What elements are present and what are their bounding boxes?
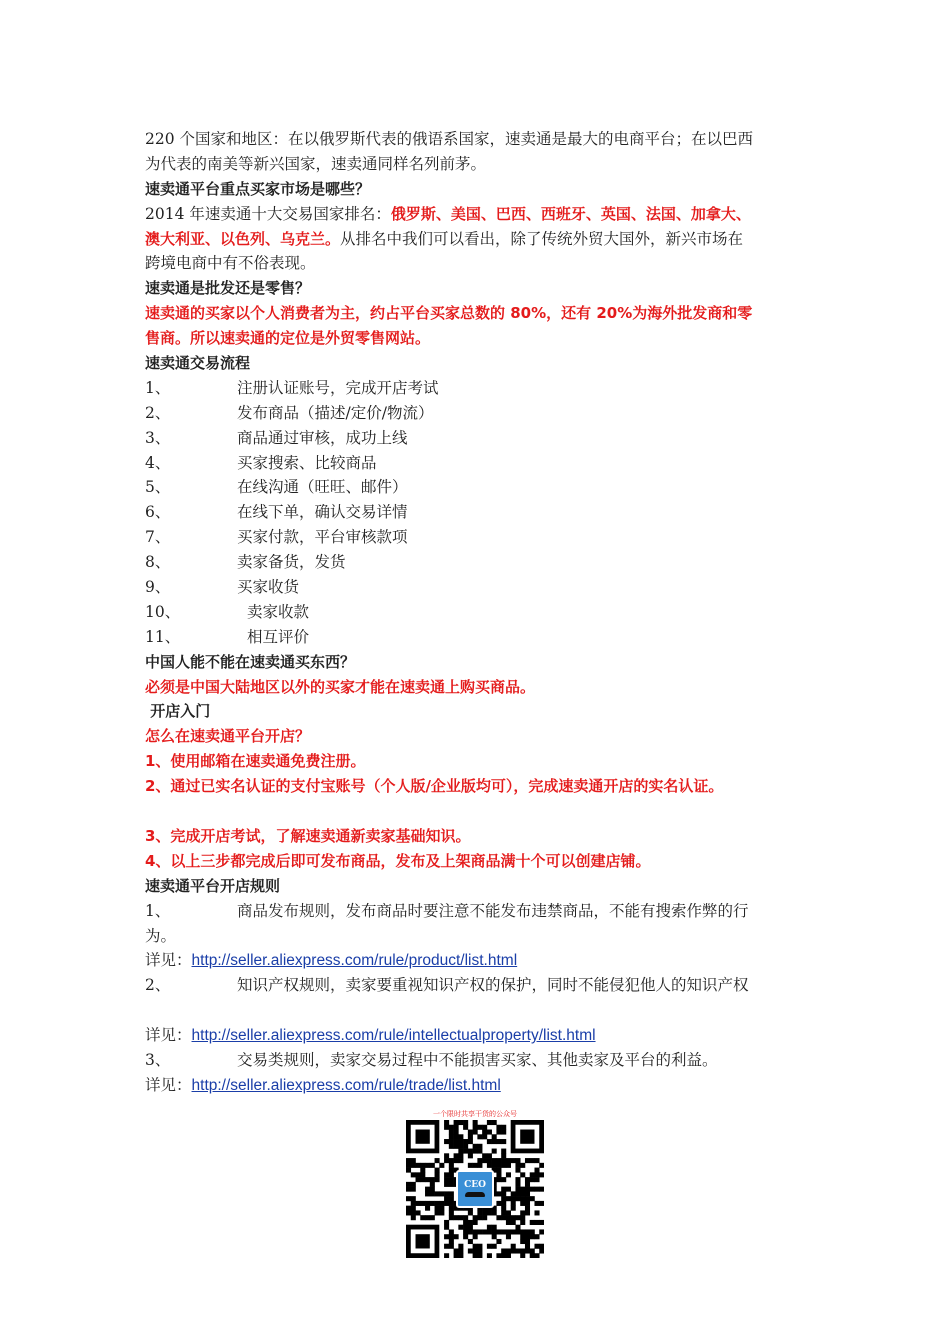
rule-number: 3、 (145, 1050, 171, 1069)
flow-step (145, 500, 815, 525)
step-text: 在线沟通（旺旺、邮件） (237, 478, 408, 497)
rule-link-line (145, 948, 815, 973)
section-heading-markets: 速卖通平台重点买家市场是哪些？ (145, 179, 371, 198)
ceo-logo-text: CEO (464, 1180, 486, 1190)
step-number: 6、 (145, 503, 171, 522)
text-line (145, 227, 815, 252)
mustache-icon (465, 1192, 485, 1197)
rule-item (145, 1048, 815, 1073)
text-highlight-line: 售商。所以速卖通的定位是外贸零售网站。 (145, 329, 431, 348)
open-step: 2、通过已实名认证的支付宝账号（个人版/企业版均可），完成速卖通开店的实名认证。 (145, 777, 724, 796)
step-text: 卖家备货，发货 (237, 553, 346, 572)
text-line: 跨境电商中有不俗表现。 (145, 254, 316, 273)
step-number: 9、 (145, 578, 171, 597)
section-heading-rules: 速卖通平台开店规则 (145, 876, 281, 895)
section-heading-open-intro: 开店入门 (145, 702, 211, 721)
text-line: 220 个国家和地区：在以俄罗斯代表的俄语系国家，速卖通是最大的电商平台；在以巴西 (145, 130, 754, 148)
see-label: 详见： (145, 1026, 192, 1045)
rule-item (145, 899, 815, 924)
rule-link[interactable]: http://seller.aliexpress.com/rule/trade/list.html (191, 1076, 501, 1094)
open-step: 1、使用邮箱在速卖通免费注册。 (145, 752, 366, 771)
step-text: 买家付款，平台审核款项 (237, 528, 408, 547)
step-text: 注册认证账号，完成开店考试 (237, 378, 439, 397)
step-number: 5、 (145, 478, 171, 497)
step-number: 11、 (145, 627, 181, 646)
flow-step (145, 575, 815, 600)
qr-caption: 一个限时共享干货的公众号 (433, 1110, 517, 1118)
rule-link-line (145, 1073, 815, 1098)
flow-step (145, 525, 815, 550)
text-line (145, 202, 815, 227)
step-text: 卖家收款 (247, 602, 310, 621)
flow-step (145, 426, 815, 451)
rule-link[interactable]: http://seller.aliexpress.com/rule/product/list.html (191, 952, 518, 970)
blank-line (145, 799, 815, 824)
step-text: 发布商品（描述/定价/物流） (237, 403, 434, 422)
rule-text: 知识产权规则，卖家要重视知识产权的保护，同时不能侵犯他人的知识产权 (237, 976, 749, 995)
flow-step (145, 625, 815, 650)
flow-step (145, 401, 815, 426)
text-line: 为代表的南美等新兴国家，速卖通同样名列前茅。 (145, 154, 487, 173)
rule-link[interactable]: http://seller.aliexpress.com/rule/intellectualproperty/list.html (191, 1027, 596, 1045)
flow-step (145, 550, 815, 575)
step-text: 买家收货 (237, 578, 300, 597)
step-number: 1、 (145, 378, 171, 397)
flow-step (145, 475, 815, 500)
step-text: 商品通过审核，成功上线 (237, 428, 408, 447)
step-number: 10、 (145, 602, 181, 621)
text-highlight: 澳大利亚、以色列、乌克兰。 (145, 229, 341, 248)
step-number: 3、 (145, 428, 171, 447)
text-plain: 从排名中我们可以看出，除了传统外贸大国外，新兴市场在 (340, 229, 744, 248)
rule-number: 1、 (145, 901, 171, 920)
ceo-logo (456, 1170, 494, 1208)
rule-number: 2、 (145, 976, 171, 995)
step-number: 2、 (145, 403, 171, 422)
section-heading-flow: 速卖通交易流程 (145, 354, 251, 373)
rule-continuation: 为。 (145, 926, 177, 945)
flow-step (145, 451, 815, 476)
see-label: 详见： (145, 1075, 192, 1094)
text-highlight-line: 速卖通的买家以个人消费者为主，约占平台买家总数的 80%，还有 20%为海外批发商和零 (145, 304, 753, 323)
rule-text: 交易类规则，卖家交易过程中不能损害买家、其他卖家及平台的利益。 (237, 1050, 718, 1069)
step-number: 8、 (145, 553, 171, 572)
flow-step (145, 376, 815, 401)
section-heading-china: 中国人能不能在速卖通买东西？ (145, 652, 356, 671)
flow-step (145, 600, 815, 625)
text-plain: 2014 年速卖通十大交易国家排名： (145, 204, 391, 223)
see-label: 详见： (145, 951, 192, 970)
step-text: 相互评价 (247, 627, 310, 646)
rule-text: 商品发布规则，发布商品时要注意不能发布违禁商品，不能有搜索作弊的行 (237, 901, 749, 920)
step-text: 在线下单，确认交易详情 (237, 503, 408, 522)
open-step: 4、以上三步都完成后即可发布商品，发布及上架商品满十个可以创建店铺。 (145, 851, 651, 870)
qr-code (406, 1120, 544, 1258)
text-highlight: 俄罗斯、美国、巴西、西班牙、英国、法国、加拿大、 (390, 204, 751, 223)
answer-china: 必须是中国大陆地区以外的买家才能在速卖通上购买商品。 (145, 677, 536, 696)
blank-line (145, 998, 815, 1023)
section-heading-wholesale: 速卖通是批发还是零售？ (145, 279, 311, 298)
step-number: 4、 (145, 453, 171, 472)
rule-link-line (145, 1023, 815, 1048)
qr-code-block (406, 1108, 544, 1258)
document-body (145, 127, 815, 1098)
step-number: 7、 (145, 528, 171, 547)
step-text: 买家搜索、比较商品 (237, 453, 377, 472)
open-step: 3、完成开店考试，了解速卖通新卖家基础知识。 (145, 826, 471, 845)
question-open-store: 怎么在速卖通平台开店？ (145, 727, 311, 746)
rule-item (145, 973, 815, 998)
